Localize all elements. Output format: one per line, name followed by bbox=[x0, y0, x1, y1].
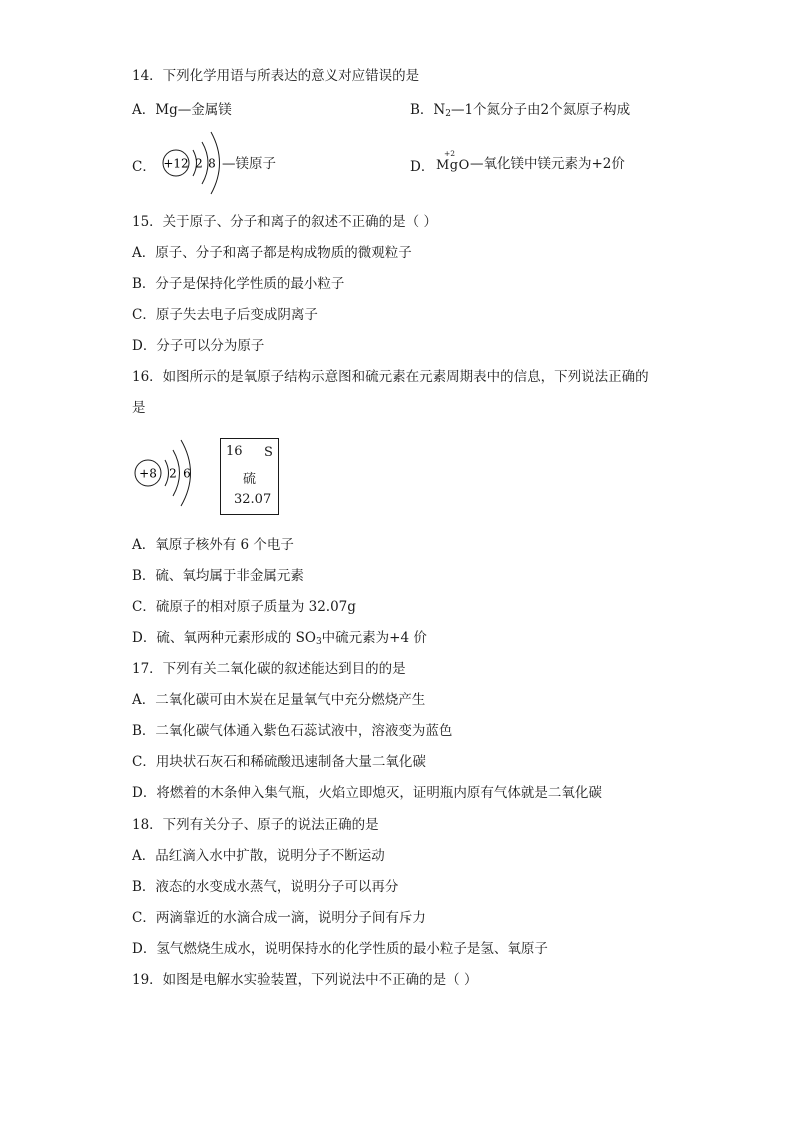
q16-option-d-subscript: 3 bbox=[315, 637, 322, 647]
q17-option-b: B．二氧化碳气体通入紫色石蕊试液中，溶液变为蓝色 bbox=[132, 723, 453, 739]
q14-option-c-letter: C． bbox=[132, 159, 156, 175]
q14-option-d-letter: D． bbox=[410, 159, 435, 175]
q18-option-d: D．氢气燃烧生成水，说明保持水的化学性质的最小粒子是氢、氧原子 bbox=[132, 941, 548, 957]
o-shell-arc-1 bbox=[165, 460, 169, 486]
q14-option-a-text: Mg—金属镁 bbox=[155, 102, 232, 118]
q15-stem: 15．关于原子、分子和离子的叙述不正确的是（ ） bbox=[132, 214, 437, 230]
q14-option-c-text: —镁原子 bbox=[222, 156, 276, 172]
q15-option-c: C．原子失去电子后变成阴离子 bbox=[132, 307, 318, 323]
q14-option-b-subscript: 2 bbox=[445, 109, 451, 119]
q17-option-c: C．用块状石灰石和稀硫酸迅速制备大量二氧化碳 bbox=[132, 754, 426, 770]
q16-option-d-text-post: 中硫元素为+4 价 bbox=[321, 630, 427, 646]
q14-option-d-text: —氧化镁中镁元素为+2价 bbox=[470, 156, 625, 172]
q14-option-b-letter: B． bbox=[410, 102, 434, 118]
q18-option-c: C．两滴靠近的水滴合成一滴，说明分子间有斥力 bbox=[132, 910, 426, 926]
o-nucleus-charge: +8 bbox=[139, 466, 157, 481]
q18-stem: 18．下列有关分子、原子的说法正确的是 bbox=[132, 817, 379, 833]
sulfur-periodic-cell bbox=[220, 438, 279, 515]
q14-option-a-letter: A． bbox=[132, 102, 156, 118]
q18-option-b: B．液态的水变成水蒸气，说明分子可以再分 bbox=[132, 879, 399, 895]
q14-stem: 14．下列化学用语与所表达的意义对应错误的是 bbox=[132, 68, 420, 84]
q18-option-a: A．品红滴入水中扩散，说明分子不断运动 bbox=[132, 848, 385, 864]
q16-option-b: B．硫、氧均属于非金属元素 bbox=[132, 568, 304, 584]
q14-options-ab bbox=[132, 98, 692, 119]
q14-option-d-formula bbox=[436, 150, 472, 176]
q19-stem: 19．如图是电解水实验装置，下列说法中不正确的是（ ） bbox=[132, 972, 478, 988]
o-shell-1-electrons: 2 bbox=[169, 466, 177, 481]
element-symbol: S bbox=[264, 445, 273, 460]
q15-option-a: A．原子、分子和离子都是构成物质的微观粒子 bbox=[132, 245, 412, 261]
mg-nucleus-charge: +12 bbox=[163, 156, 189, 171]
atomic-mass: 32.07 bbox=[234, 492, 272, 507]
mgo-formula: MgO bbox=[436, 158, 470, 173]
q16-stem-line1: 16．如图所示的是氧原子结构示意图和硫元素在元素周期表中的信息，下列说法正确的 bbox=[132, 369, 649, 385]
q17-option-a: A．二氧化碳可由木炭在足量氧气中充分燃烧产生 bbox=[132, 692, 426, 708]
q16-option-a: A．氧原子核外有 6 个电子 bbox=[132, 537, 294, 553]
q14-option-b bbox=[410, 98, 630, 119]
element-name: 硫 bbox=[243, 472, 257, 487]
o-shell-2-electrons: 6 bbox=[183, 466, 191, 481]
q17-stem: 17．下列有关二氧化碳的叙述能达到目的的是 bbox=[132, 661, 406, 677]
q14-option-b-text: —1个氮分子由2个氮原子构成 bbox=[450, 102, 631, 118]
oxygen-atom-diagram bbox=[132, 436, 202, 510]
q16-option-d bbox=[132, 629, 427, 651]
mg-shell-1-electrons: 2 bbox=[195, 156, 203, 171]
q16-option-d-text-pre: D．硫、氧两种元素形成的 SO bbox=[132, 630, 316, 646]
q14-option-b-formula: N bbox=[433, 102, 446, 118]
magnesium-atom-diagram bbox=[160, 128, 230, 198]
atomic-number: 16 bbox=[226, 444, 243, 459]
mg-shell-2-electrons: 8 bbox=[208, 156, 216, 171]
valence-label: +2 bbox=[444, 149, 456, 158]
q16-option-c: C．硫原子的相对原子质量为 32.07g bbox=[132, 599, 356, 615]
q15-option-d: D．分子可以分为原子 bbox=[132, 338, 265, 354]
q14-option-a bbox=[132, 98, 232, 118]
mg-shell-arc-2 bbox=[202, 142, 208, 184]
q15-option-b: B．分子是保持化学性质的最小粒子 bbox=[132, 276, 345, 292]
q17-option-d: D．将燃着的木条伸入集气瓶，火焰立即熄灭，证明瓶内原有气体就是二氧化碳 bbox=[132, 785, 602, 801]
q16-stem-line2: 是 bbox=[132, 400, 146, 416]
